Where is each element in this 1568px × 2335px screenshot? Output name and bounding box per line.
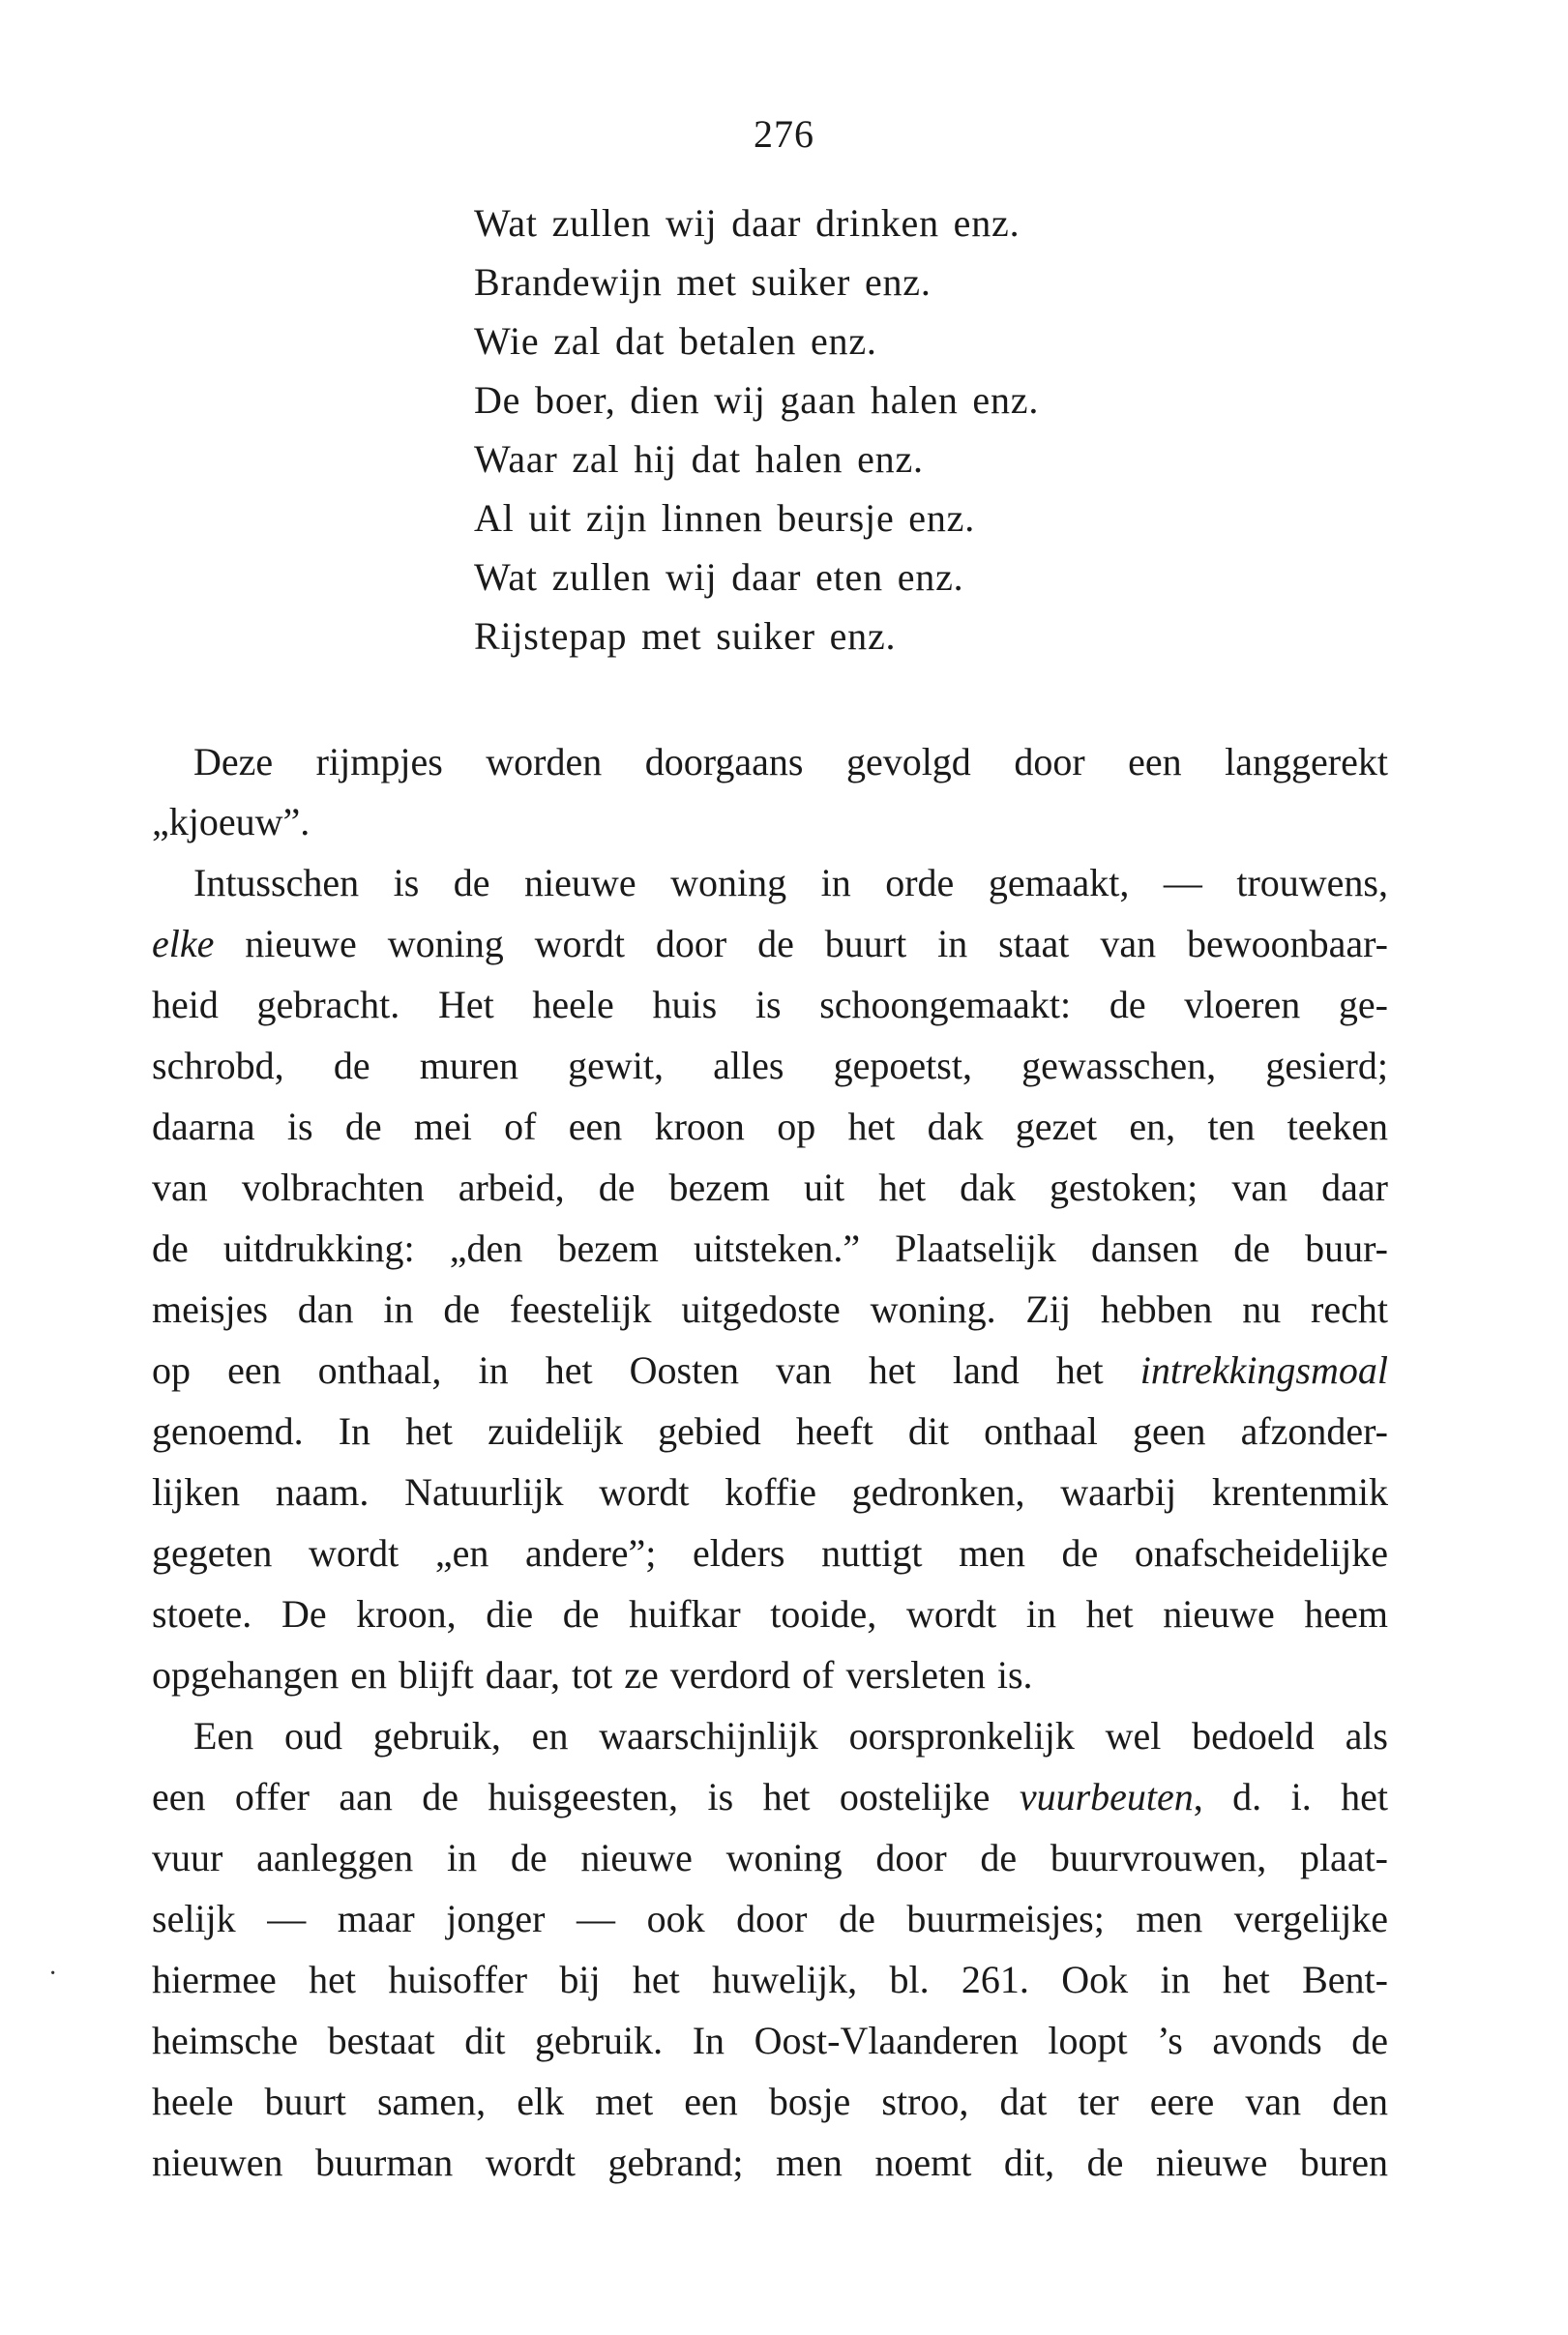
margin-dot: · <box>48 1959 58 1989</box>
emphasis-text: vuurbeuten <box>1019 1775 1194 1818</box>
paragraph-2-line: opgehangen en blijft daar, tot ze verdord of versleten is. <box>152 1653 1033 1697</box>
paragraph-3-line: selijk — maar jonger — ook door de buurmeisjes; men vergelijke <box>152 1897 1388 1940</box>
verse-line: Rijstepap met suiker enz. <box>474 614 897 658</box>
paragraph-2-line: genoemd. In het zuidelijk gebied heeft dit onthaal geen afzonder- <box>152 1409 1388 1453</box>
emphasis-text: intrekkingsmoal <box>1139 1348 1388 1392</box>
paragraph-2-line: Intusschen is de nieuwe woning in orde gemaakt, — trouwens, <box>193 861 1388 904</box>
paragraph-2-line: schrobd, de muren gewit, alles gepoetst, gewasschen, gesierd; <box>152 1044 1388 1087</box>
paragraph-3-line: nieuwen buurman wordt gebrand; men noemt dit, de nieuwe buren <box>152 2141 1388 2184</box>
verse-line: Wat zullen wij daar drinken enz. <box>474 201 1021 245</box>
verse-line: Al uit zijn linnen beursje enz. <box>474 496 976 540</box>
paragraph-2-line: heid gebracht. Het heele huis is schoongemaakt: de vloeren ge- <box>152 983 1388 1026</box>
paragraph-3-line: vuur aanleggen in de nieuwe woning door de buurvrouwen, plaat- <box>152 1836 1388 1879</box>
verse-line: Wat zullen wij daar eten enz. <box>474 555 964 599</box>
paragraph-2-line <box>152 1342 1388 1400</box>
paragraph-3-line: hiermee het huisoffer bij het huwelijk, bl. 261. Ook in het Bent- <box>152 1958 1388 2001</box>
line-text: op een onthaal, in het Oosten van het land het <box>152 1348 1140 1392</box>
line-text: , d. i. het <box>1193 1775 1388 1818</box>
paragraph-3-line: heele buurt samen, elk met een bosje stroo, dat ter eere van den <box>152 2080 1388 2123</box>
paragraph-2-line: stoete. De kroon, die de huifkar tooide, wordt in het nieuwe heem <box>152 1592 1388 1636</box>
verse-line: Wie zal dat betalen enz. <box>474 319 877 363</box>
paragraph-3-line <box>152 1768 1388 1826</box>
verse-line: Waar zal hij dat halen enz. <box>474 437 924 481</box>
paragraph-2-line: daarna is de mei of een kroon op het dak gezet en, ten teeken <box>152 1105 1388 1148</box>
verse-line: Brandewijn met suiker enz. <box>474 260 932 304</box>
page-number: 276 <box>754 112 814 156</box>
paragraph-3-line: heimsche bestaat dit gebruik. In Oost-Vlaanderen loopt ’s avonds de <box>152 2019 1388 2062</box>
verse-line: De boer, dien wij gaan halen enz. <box>474 378 1040 422</box>
emphasis-text: elke <box>152 922 215 965</box>
paragraph-2-line: van volbrachten arbeid, de bezem uit het dak gestoken; van daar <box>152 1166 1388 1209</box>
line-text: nieuwe woning wordt door de buurt in staat van bewoonbaar- <box>214 922 1388 965</box>
paragraph-2-line: meisjes dan in de feestelijk uitgedoste woning. Zij hebben nu recht <box>152 1287 1388 1331</box>
paragraph-2-line: de uitdrukking: „den bezem uitsteken.” Plaatselijk dansen de buur- <box>152 1227 1388 1270</box>
paragraph-2-line <box>152 915 1388 973</box>
paragraph-1-line: Deze rijmpjes worden doorgaans gevolgd door een langgerekt <box>193 740 1388 783</box>
paragraph-3-line: Een oud gebruik, en waarschijnlijk oorspronkelijk wel bedoeld als <box>193 1714 1388 1758</box>
verse-block <box>474 193 1441 665</box>
paragraph-2-line: lijken naam. Natuurlijk wordt koffie gedronken, waarbij krentenmik <box>152 1470 1388 1514</box>
paragraph-2-line: gegeten wordt „en andere”; elders nuttigt men de onafscheidelijke <box>152 1531 1388 1575</box>
paragraph-1-line: „kjoeuw”. <box>152 800 311 843</box>
line-text: een offer aan de huisgeesten, is het oostelijke <box>152 1775 1020 1818</box>
